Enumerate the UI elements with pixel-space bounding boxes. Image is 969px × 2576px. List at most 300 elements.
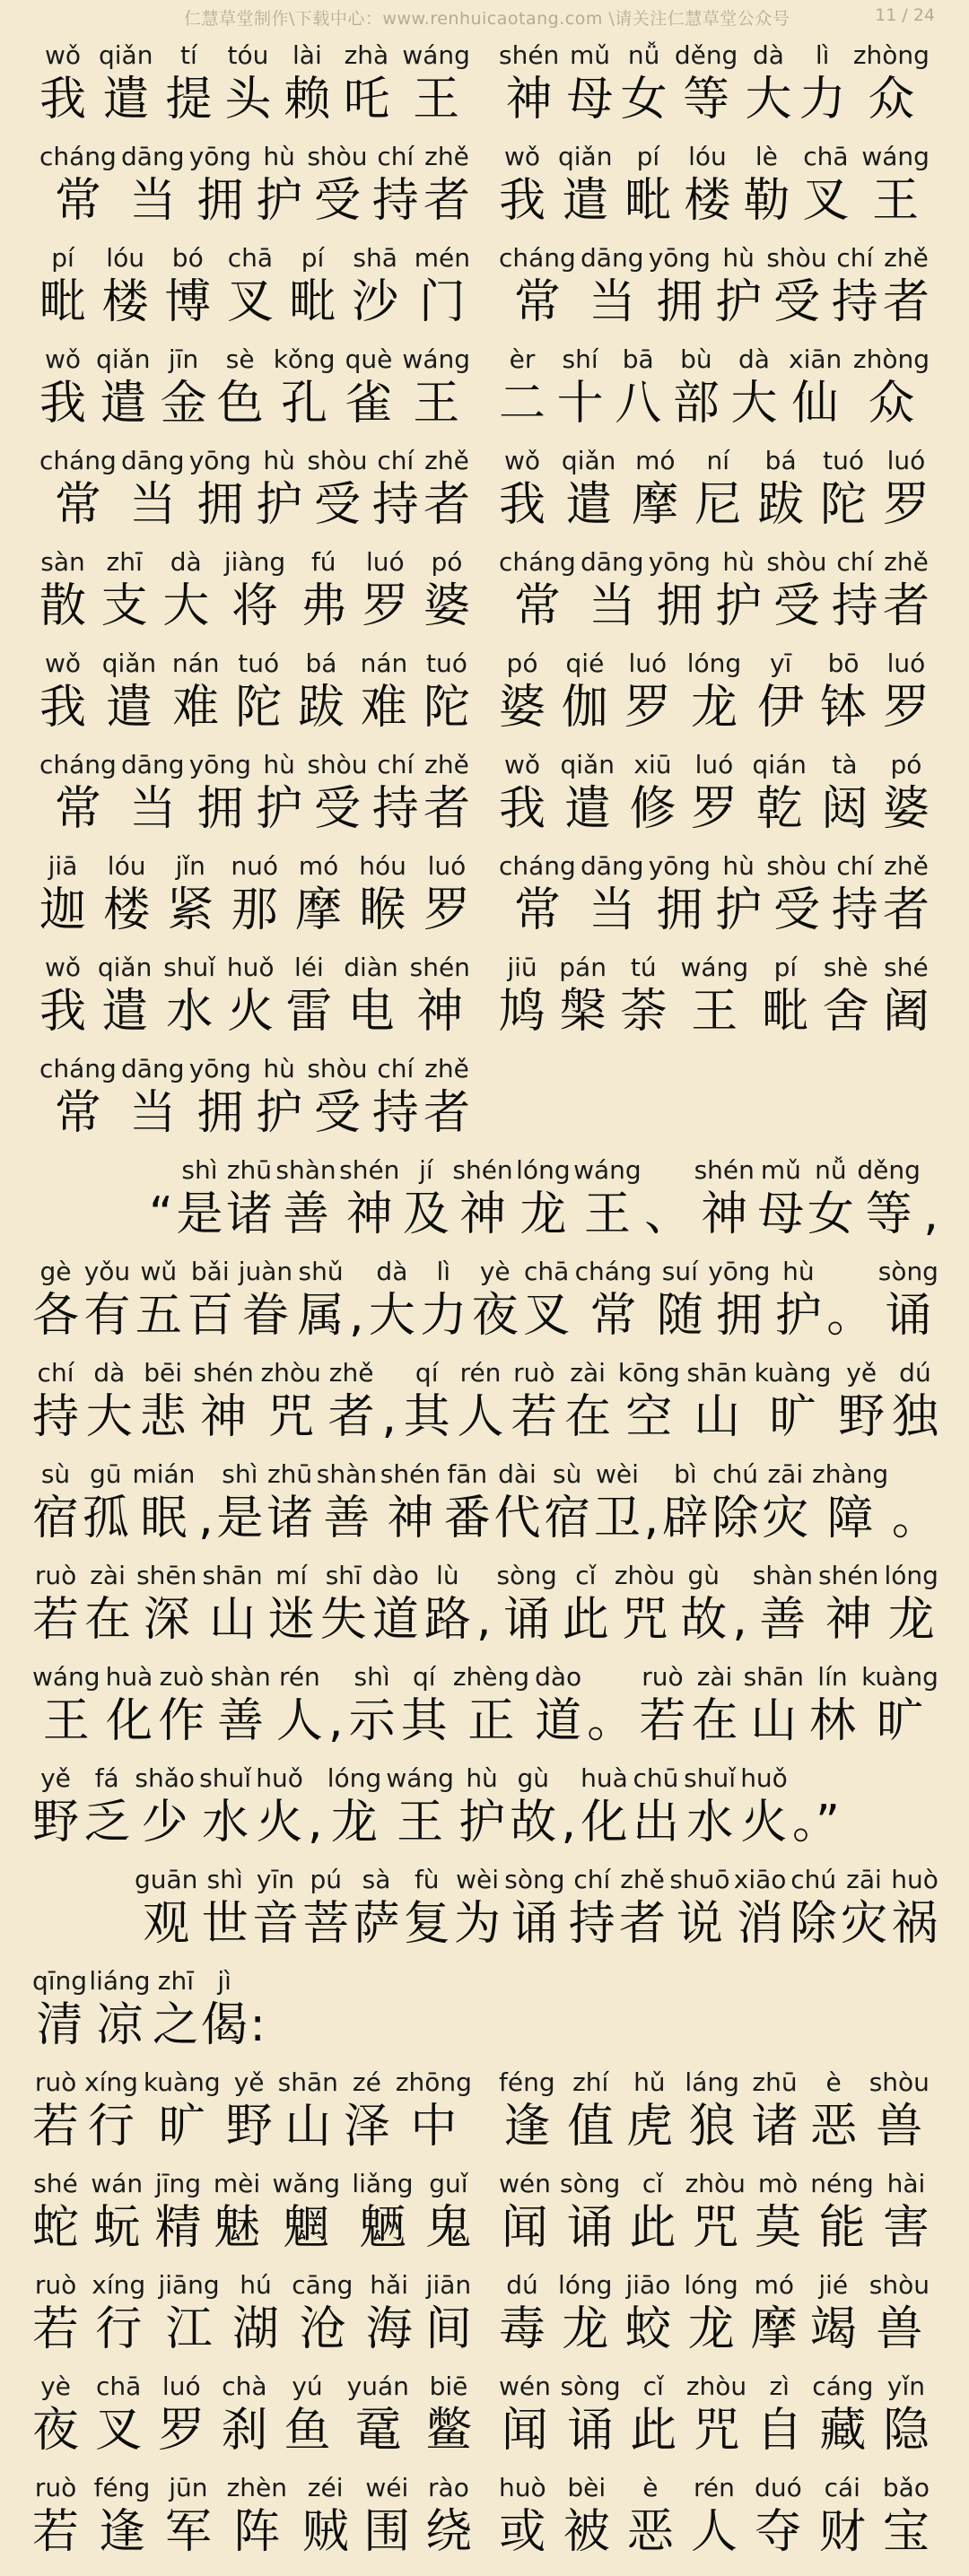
hanzi-with-pinyin [92, 2270, 145, 2358]
pinyin: dāng [581, 547, 644, 577]
pinyin: sòng [560, 2169, 621, 2198]
hanzi: 迷 [267, 1593, 315, 1647]
hanzi: 槃 [559, 985, 607, 1039]
hanzi: 众 [868, 73, 915, 126]
hanzi-with-pinyin [372, 1054, 419, 1142]
hanzi-with-pinyin [499, 2169, 551, 2257]
hanzi: 支 [100, 579, 148, 633]
hanzi: 野 [838, 1390, 886, 1444]
hanzi-with-pinyin [268, 1561, 315, 1649]
text-line [32, 2473, 472, 2561]
hanzi: 摩 [632, 478, 679, 532]
pinyin: gù [517, 1763, 550, 1793]
pinyin: shòu [307, 446, 368, 475]
hanzi: 龙 [330, 1796, 378, 1849]
pinyin: zāi [846, 1865, 882, 1894]
pinyin: shān [743, 1662, 804, 1692]
hanzi-with-pinyin [560, 2371, 620, 2459]
page-header [0, 0, 969, 38]
hanzi-with-pinyin [106, 1662, 153, 1750]
hanzi-with-pinyin [620, 953, 667, 1040]
hanzi-with-pinyin [39, 142, 117, 230]
hanzi-with-pinyin [32, 2473, 79, 2561]
hanzi: 魍 [283, 2201, 330, 2255]
hanzi: 夜 [32, 2404, 80, 2458]
hanzi: 母 [757, 1188, 805, 1241]
pinyin: chā [227, 243, 274, 273]
hanzi-with-pinyin [657, 1257, 703, 1345]
pinyin: bá [764, 446, 797, 475]
punctuation-mark: 。 [891, 1492, 938, 1545]
pinyin: chí [377, 446, 415, 475]
hanzi-with-pinyin [217, 344, 264, 432]
text-line [39, 953, 470, 1040]
pinyin: shén [818, 1561, 879, 1590]
hanzi-with-pinyin [231, 851, 278, 939]
pinyin: wǎng [272, 2169, 341, 2198]
hanzi: 魉 [359, 2201, 406, 2255]
hanzi: 善 [323, 1492, 371, 1545]
pinyin: lín [817, 1662, 848, 1692]
hanzi-with-pinyin [165, 2473, 212, 2561]
pinyin: pí [773, 953, 798, 982]
hanzi-with-pinyin [39, 547, 86, 635]
hanzi-with-pinyin [681, 953, 749, 1040]
hanzi: 逢 [503, 2100, 551, 2154]
hanzi-with-pinyin [144, 2067, 221, 2155]
hanzi: 世 [201, 1897, 249, 1951]
hanzi: 空 [625, 1390, 673, 1444]
hanzi: 悲 [139, 1390, 187, 1444]
hanzi-with-pinyin [573, 1155, 642, 1243]
hanzi: 遣 [100, 377, 147, 431]
hanzi-with-pinyin [861, 142, 930, 230]
hanzi: 王 [583, 1188, 631, 1241]
hanzi-with-pinyin [561, 750, 615, 838]
pinyin: yú [292, 2371, 323, 2401]
hanzi-with-pinyin [762, 1459, 808, 1547]
hanzi: 故 [510, 1796, 557, 1849]
pinyin: zhòng [852, 344, 930, 374]
pinyin: lóng [516, 1155, 571, 1185]
pinyin: bó [171, 243, 204, 273]
hanzi-with-pinyin [403, 1155, 450, 1243]
hanzi-with-pinyin [497, 1561, 557, 1649]
hanzi: 叉 [95, 2404, 143, 2458]
pinyin: jí [419, 1155, 433, 1185]
pinyin: chí [573, 1865, 611, 1894]
hanzi-with-pinyin [510, 1763, 556, 1851]
hanzi: 被 [563, 2505, 610, 2559]
pinyin: huǒ [256, 1763, 303, 1793]
hanzi-with-pinyin [328, 1358, 375, 1446]
hanzi-with-pinyin [757, 446, 804, 534]
pinyin: yuán [346, 2371, 409, 2401]
hanzi-with-pinyin [454, 1865, 501, 1953]
hanzi: 王 [691, 985, 738, 1039]
hanzi: 此 [629, 2201, 677, 2255]
hanzi: 雷 [285, 985, 333, 1039]
hanzi: 恶 [810, 2100, 858, 2154]
hanzi: 罗 [690, 782, 738, 836]
hanzi-with-pinyin [103, 851, 150, 939]
pinyin: qiǎn [101, 648, 157, 678]
hanzi: 神 [200, 1390, 248, 1444]
pinyin: qiǎn [557, 142, 613, 171]
pinyin: tóu [227, 40, 269, 70]
pinyin: ruò [642, 1662, 684, 1692]
hanzi-with-pinyin [810, 2169, 874, 2257]
pinyin: shuǐ [163, 953, 216, 982]
hanzi: 善 [283, 1188, 330, 1241]
pinyin: chí [836, 243, 874, 273]
hanzi: 神 [459, 1188, 507, 1241]
hanzi: 道 [535, 1694, 582, 1748]
pinyin: féng [93, 2473, 151, 2502]
pinyin: sà [362, 1865, 391, 1894]
hanzi: 精 [154, 2201, 202, 2255]
punctuation [349, 1257, 364, 1345]
hanzi: 王 [872, 174, 920, 228]
pinyin: gù [687, 1561, 720, 1590]
hanzi: 莫 [755, 2201, 802, 2255]
text-line [39, 344, 470, 432]
hanzi-with-pinyin [624, 648, 671, 736]
pinyin: zhòu [685, 2169, 746, 2198]
pinyin: pí [301, 243, 325, 273]
pinyin: shǔ [298, 1257, 344, 1286]
hanzi: 受 [773, 275, 820, 329]
hanzi-with-pinyin [372, 142, 419, 230]
hanzi-with-pinyin [32, 2371, 79, 2459]
hanzi-with-pinyin [558, 2270, 612, 2358]
hanzi-with-pinyin [423, 1054, 470, 1142]
hanzi: 神 [416, 985, 464, 1039]
pinyin: shòu [766, 851, 827, 881]
hanzi-with-pinyin [499, 243, 576, 331]
hanzi-with-pinyin [401, 1662, 448, 1750]
pinyin: luó [427, 851, 467, 881]
hanzi: 遣 [562, 174, 609, 228]
hanzi-with-pinyin [662, 1459, 709, 1547]
hanzi: 魅 [213, 2201, 260, 2255]
hanzi-with-pinyin [621, 40, 668, 128]
pinyin: luó [162, 2371, 201, 2401]
pinyin: zhòng [852, 40, 930, 70]
hanzi: 女 [807, 1188, 854, 1241]
text-line [499, 2169, 930, 2257]
hanzi: 常 [54, 782, 101, 836]
hanzi-with-pinyin [499, 851, 576, 939]
hanzi: 害 [882, 2201, 930, 2255]
pinyin: lóng [684, 2270, 738, 2300]
hanzi-with-pinyin [211, 1662, 271, 1750]
punctuation [587, 1662, 633, 1750]
pinyin: yōng [188, 142, 251, 171]
hanzi: 及 [402, 1188, 450, 1241]
hanzi: 摩 [295, 883, 343, 937]
hanzi-with-pinyin [883, 547, 930, 635]
text-line [32, 1662, 938, 1750]
hanzi: 者 [619, 1897, 667, 1951]
pinyin: shòu [869, 2067, 930, 2097]
hanzi: 我 [499, 782, 546, 836]
hanzi-with-pinyin [649, 547, 711, 635]
hanzi: 我 [39, 73, 87, 126]
pinyin: wǒ [44, 648, 82, 678]
pinyin: huǒ [226, 953, 275, 982]
pinyin: huà [105, 1662, 153, 1692]
pinyin: xiān [789, 344, 842, 374]
hanzi-with-pinyin [39, 648, 86, 736]
hanzi-with-pinyin [499, 2371, 551, 2459]
pinyin: yī [769, 648, 792, 678]
pinyin: hú [240, 2270, 272, 2300]
hanzi: 萨 [353, 1897, 400, 1951]
hanzi: 间 [424, 2302, 472, 2356]
text-line [32, 1459, 938, 1547]
hanzi: 受 [773, 579, 820, 633]
pinyin: xíng [92, 2270, 146, 2300]
hanzi-with-pinyin [278, 2067, 338, 2155]
pinyin: sòng [877, 1257, 938, 1286]
punctuation [328, 1662, 344, 1750]
hanzi: 受 [313, 1086, 361, 1140]
hanzi-with-pinyin [751, 2270, 798, 2358]
hanzi-with-pinyin [691, 2473, 738, 2561]
hanzi-with-pinyin [883, 2473, 930, 2561]
pinyin: hù [722, 243, 755, 273]
hanzi-with-pinyin [756, 2371, 803, 2459]
punctuation [644, 1155, 691, 1243]
hanzi-with-pinyin [189, 1054, 251, 1142]
hanzi-with-pinyin [686, 2371, 746, 2459]
pinyin: dà [376, 1257, 408, 1286]
pinyin: dāng [581, 851, 644, 881]
hanzi: 眷 [241, 1289, 289, 1343]
punctuation-mark: , [308, 1796, 323, 1849]
hanzi: 野 [225, 2100, 273, 2154]
hanzi: 睺 [359, 883, 406, 937]
hanzi-with-pinyin [327, 1763, 381, 1851]
pinyin: chā [95, 2371, 142, 2401]
hanzi-with-pinyin [755, 1358, 832, 1446]
pinyin: liǎng [352, 2169, 414, 2198]
hanzi: 深 [143, 1593, 190, 1647]
hanzi-with-pinyin [838, 1358, 885, 1446]
text-line [32, 2270, 472, 2358]
hanzi: 王 [42, 1694, 90, 1748]
pinyin: wáng [402, 344, 470, 374]
hanzi: 遣 [102, 73, 150, 126]
hanzi-with-pinyin [883, 750, 930, 838]
pinyin: zhòu [614, 1561, 676, 1590]
pinyin: gè [39, 1257, 72, 1286]
hanzi: 毗 [39, 275, 87, 329]
hanzi-with-pinyin [164, 243, 211, 331]
hanzi: 摩 [750, 2302, 798, 2356]
hanzi-with-pinyin [158, 1662, 205, 1750]
hanzi: 各 [32, 1289, 80, 1343]
hanzi-with-pinyin [153, 1966, 199, 2054]
hanzi-with-pinyin [202, 1561, 262, 1649]
hanzi: 众 [868, 377, 915, 431]
hanzi: 其 [400, 1694, 448, 1748]
hanzi: 作 [158, 1694, 205, 1748]
hanzi: 沧 [299, 2302, 346, 2356]
hanzi: 拥 [656, 883, 703, 937]
hanzi: 有 [83, 1289, 131, 1343]
hanzi-with-pinyin [883, 851, 930, 939]
hanzi-with-pinyin [818, 1561, 878, 1649]
hanzi: 此 [562, 1593, 609, 1647]
hanzi-with-pinyin [163, 953, 215, 1040]
pinyin: lóu [106, 243, 144, 273]
hanzi-with-pinyin [423, 648, 470, 736]
pinyin: shòu [869, 2270, 930, 2300]
hanzi-with-pinyin [581, 1763, 628, 1851]
hanzi-with-pinyin [136, 1561, 196, 1649]
pinyin: jūn [169, 2473, 208, 2502]
hanzi: 遣 [101, 985, 149, 1039]
hanzi-with-pinyin [516, 1155, 570, 1243]
hanzi: 罗 [158, 2404, 205, 2458]
hanzi-with-pinyin [396, 2067, 472, 2155]
text-line [499, 142, 930, 230]
pinyin: suí [661, 1257, 698, 1286]
pinyin: shàn [210, 1662, 271, 1692]
punctuation [149, 1155, 173, 1243]
hanzi-with-pinyin [420, 1257, 467, 1345]
pinyin: yě [233, 2067, 265, 2097]
hanzi: 罗 [423, 883, 470, 937]
pinyin: wéi [365, 2473, 409, 2502]
pinyin: dāng [121, 750, 185, 779]
hanzi-with-pinyin [32, 2169, 79, 2257]
hanzi-with-pinyin [99, 40, 153, 128]
pinyin: wáng [573, 1155, 642, 1185]
pinyin: zhě [884, 851, 929, 881]
punctuation [198, 1459, 214, 1547]
hanzi: 罗 [362, 579, 409, 633]
hanzi: 伽 [561, 681, 608, 735]
hanzi: 当 [589, 883, 636, 937]
pinyin: luó [366, 547, 405, 577]
hanzi: 我 [499, 478, 546, 532]
hanzi-with-pinyin [402, 40, 470, 128]
pinyin: shàn [316, 1459, 378, 1489]
hanzi: 人 [690, 2505, 738, 2559]
punctuation-mark: , [327, 1694, 344, 1748]
hanzi: 沙 [352, 275, 399, 329]
hanzi: 绕 [424, 2505, 472, 2559]
hanzi: 若 [32, 2505, 80, 2559]
punctuation [732, 1561, 747, 1649]
hanzi: 虎 [625, 2100, 673, 2154]
hanzi: 吒 [343, 73, 390, 126]
pinyin: mó [754, 2270, 794, 2300]
hanzi: 自 [755, 2404, 803, 2458]
hanzi-with-pinyin [499, 142, 546, 230]
hanzi-with-pinyin [821, 750, 868, 838]
hanzi-with-pinyin [352, 243, 398, 331]
hanzi: 跋 [297, 681, 345, 735]
hanzi-with-pinyin [121, 750, 184, 838]
pinyin: zhě [424, 750, 469, 779]
pinyin: xiū [633, 750, 672, 779]
hanzi-with-pinyin [320, 1561, 367, 1649]
pinyin: hù [722, 547, 755, 577]
hanzi: 者 [423, 782, 470, 836]
pinyin: léi [294, 953, 324, 982]
hanzi: 楼 [103, 883, 151, 937]
pinyin: hù [263, 1054, 295, 1083]
hanzi: 者 [423, 174, 470, 228]
hanzi: 者 [327, 1390, 375, 1444]
hanzi: 持 [371, 782, 419, 836]
hanzi: 闻 [501, 2201, 548, 2255]
hanzi-with-pinyin [799, 40, 846, 128]
hanzi: 乏 [83, 1796, 131, 1849]
pinyin: cái [824, 2473, 860, 2502]
text-line [39, 243, 470, 331]
pinyin: zhòu [260, 1358, 321, 1388]
hanzi: 水 [166, 985, 214, 1039]
hanzi: 鼋 [354, 2404, 402, 2458]
hanzi-with-pinyin [632, 446, 678, 534]
hanzi: 诸 [266, 1492, 314, 1545]
hanzi-with-pinyin [853, 344, 930, 432]
punctuation [644, 1459, 659, 1547]
hanzi-with-pinyin [161, 344, 207, 432]
pinyin: yīn [256, 1865, 295, 1894]
hanzi: 菩 [302, 1897, 350, 1951]
hanzi-with-pinyin [685, 2169, 746, 2257]
hanzi-with-pinyin [256, 1054, 302, 1142]
hanzi: 叉 [226, 275, 274, 329]
pinyin: shuǐ [684, 1763, 737, 1793]
pinyin: chà [222, 2371, 267, 2401]
hanzi-with-pinyin [425, 2371, 472, 2459]
pinyin: chí [377, 1054, 415, 1083]
pinyin: qí [415, 1358, 439, 1388]
pinyin: sòng [560, 2371, 621, 2401]
pinyin: lóu [688, 142, 727, 171]
pinyin: jiāo [625, 2270, 671, 2300]
hanzi: 清 [36, 1998, 83, 2052]
hanzi: 我 [39, 377, 87, 431]
hanzi: 百 [187, 1289, 234, 1343]
pinyin: zuò [159, 1662, 205, 1692]
hanzi: 宿 [32, 1492, 80, 1545]
pinyin: luó [628, 648, 668, 678]
hanzi-with-pinyin [832, 547, 878, 635]
hanzi-with-pinyin [630, 2371, 677, 2459]
hanzi-with-pinyin [276, 1662, 323, 1750]
hanzi-with-pinyin [812, 2371, 873, 2459]
hanzi: 拥 [196, 1086, 244, 1140]
pinyin: zéi [307, 2473, 344, 2502]
header-source-text: 仁慧草堂制作\下载中心：www.renhuicaotang.com \请关注仁慧草堂公众号 [184, 9, 790, 29]
pinyin: shuǐ [199, 1763, 252, 1793]
hanzi: 财 [818, 2505, 866, 2559]
pinyin: chā [803, 142, 849, 171]
hanzi: 值 [567, 2100, 615, 2154]
hanzi: 善 [217, 1694, 265, 1748]
hanzi: 持 [568, 1897, 615, 1951]
pinyin: jiū [507, 953, 537, 982]
hanzi-with-pinyin [563, 1561, 609, 1649]
